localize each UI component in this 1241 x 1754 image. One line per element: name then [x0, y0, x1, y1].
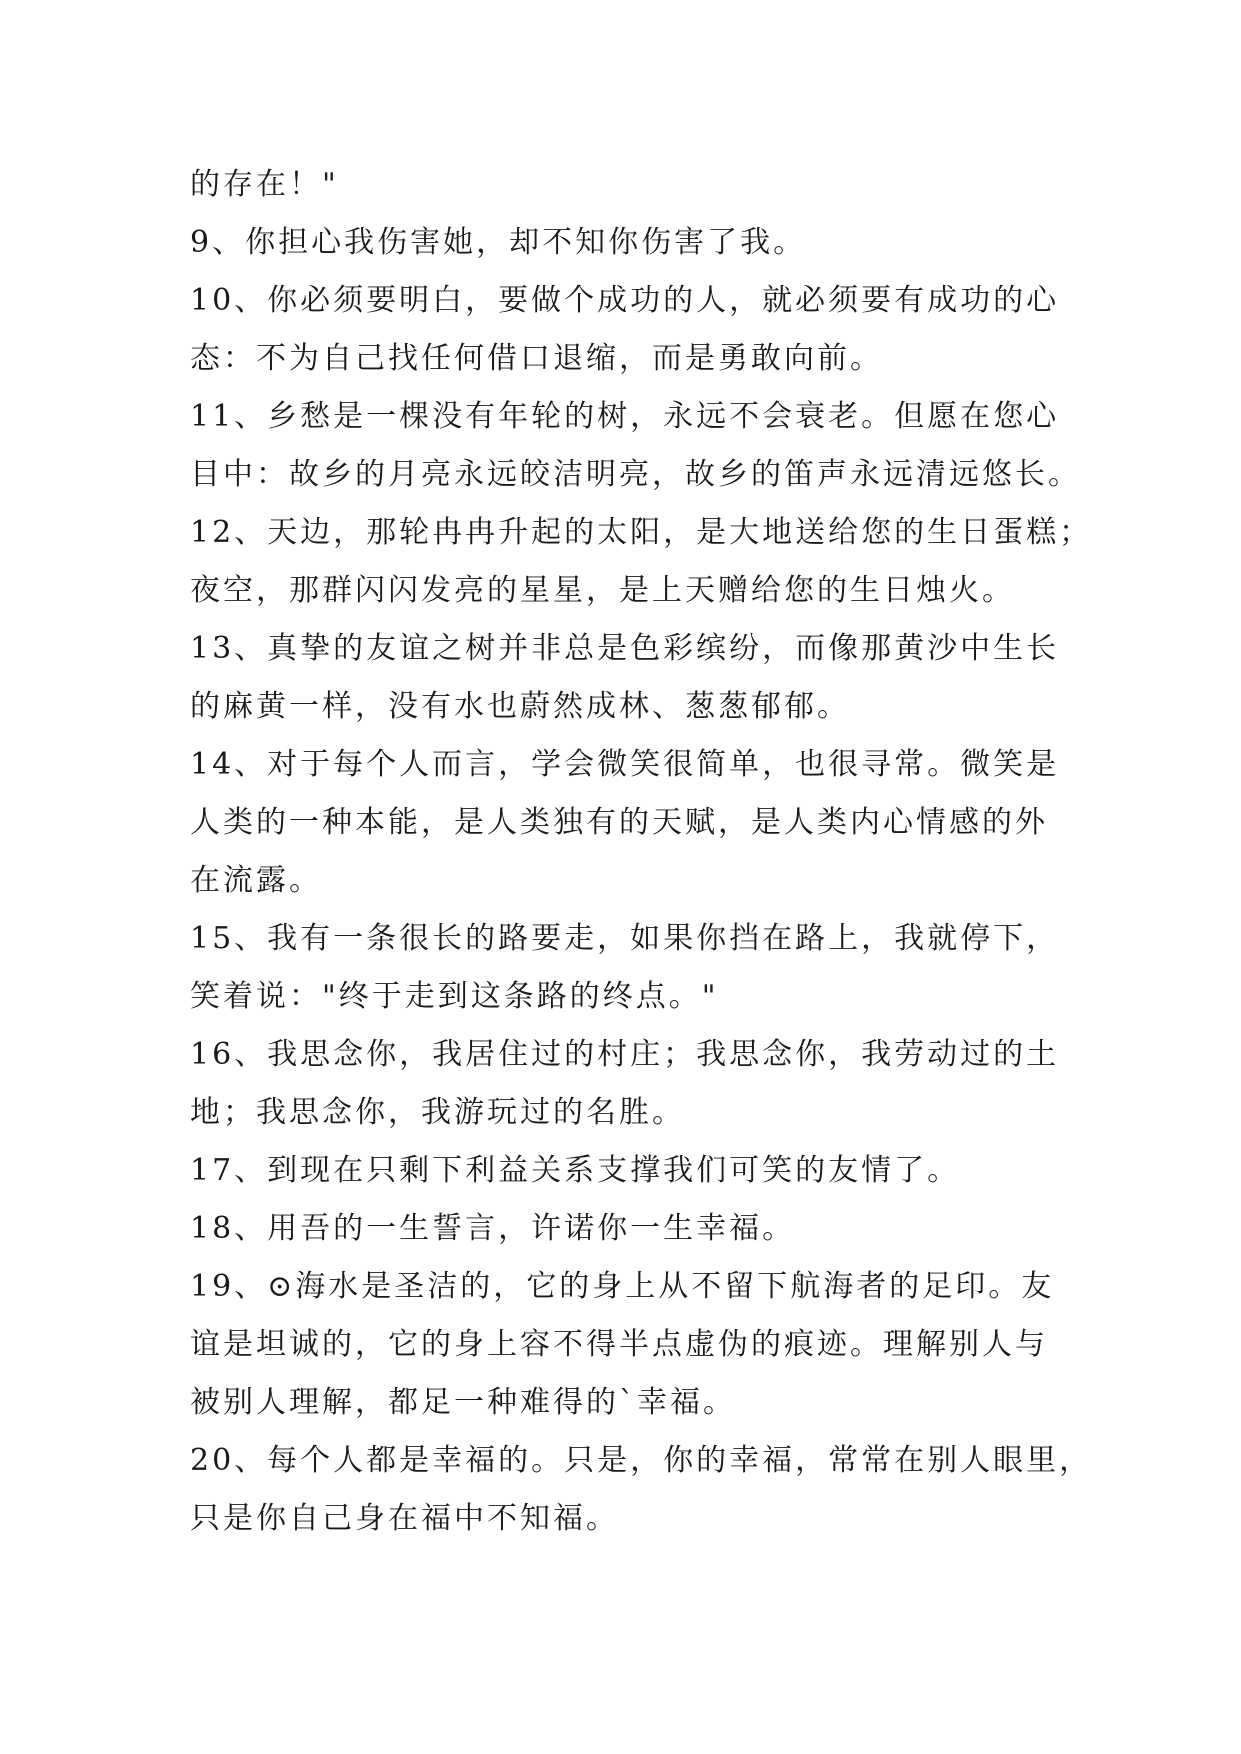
text-line: 目中：故乡的月亮永远皎洁明亮，故乡的笛声永远清远悠长。 — [190, 457, 1081, 492]
text-line: 17、到现在只剩下利益关系支撑我们可笑的友情了。 — [190, 1153, 961, 1188]
document-body — [190, 156, 1093, 1548]
text-line: 的麻黄一样，没有水也蔚然成林、葱葱郁郁。 — [190, 689, 850, 724]
text-line: 15、我有一条很长的路要走，如果你挡在路上，我就停下， — [190, 921, 1060, 956]
text-line: 14、对于每个人而言，学会微笑很简单，也很寻常。微笑是 — [190, 747, 1060, 782]
text-line: 19、⊙海水是圣洁的，它的身上从不留下航海者的足印。友 — [190, 1269, 1055, 1304]
text-line: 9、你担心我伤害她，却不知你伤害了我。 — [190, 225, 807, 260]
text-line: 人类的一种本能，是人类独有的天赋，是人类内心情感的外 — [190, 805, 1048, 840]
text-line: 笑着说："终于走到这条路的终点。" — [190, 979, 719, 1014]
text-line: 10、你必须要明白，要做个成功的人，就必须要有成功的心 — [190, 283, 1060, 318]
text-line: 在流露。 — [190, 863, 322, 898]
text-line: 只是你自己身在福中不知福。 — [190, 1501, 619, 1536]
text-line: 被别人理解，都足一种难得的`幸福。 — [190, 1385, 736, 1420]
text-line: 12、天边，那轮冉冉升起的太阳，是大地送给您的生日蛋糕； — [190, 515, 1093, 550]
text-line: 18、用吾的一生誓言，许诺你一生幸福。 — [190, 1211, 796, 1246]
text-line: 地；我思念你，我游玩过的名胜。 — [190, 1095, 685, 1130]
text-line: 11、乡愁是一棵没有年轮的树，永远不会衰老。但愿在您心 — [190, 399, 1060, 434]
text-line: 13、真挚的友谊之树并非总是色彩缤纷，而像那黄沙中生长 — [190, 631, 1060, 666]
text-line: 谊是坦诚的，它的身上容不得半点虚伪的痕迹。理解别人与 — [190, 1327, 1048, 1362]
text-line: 的存在！" — [190, 167, 339, 202]
text-line: 20、每个人都是幸福的。只是，你的幸福，常常在别人眼里， — [190, 1443, 1093, 1478]
text-line: 态：不为自己找任何借口退缩，而是勇敢向前。 — [190, 341, 883, 376]
text-line: 16、我思念你，我居住过的村庄；我思念你，我劳动过的土 — [190, 1037, 1060, 1072]
text-line: 夜空，那群闪闪发亮的星星，是上天赠给您的生日烛火。 — [190, 573, 1015, 608]
